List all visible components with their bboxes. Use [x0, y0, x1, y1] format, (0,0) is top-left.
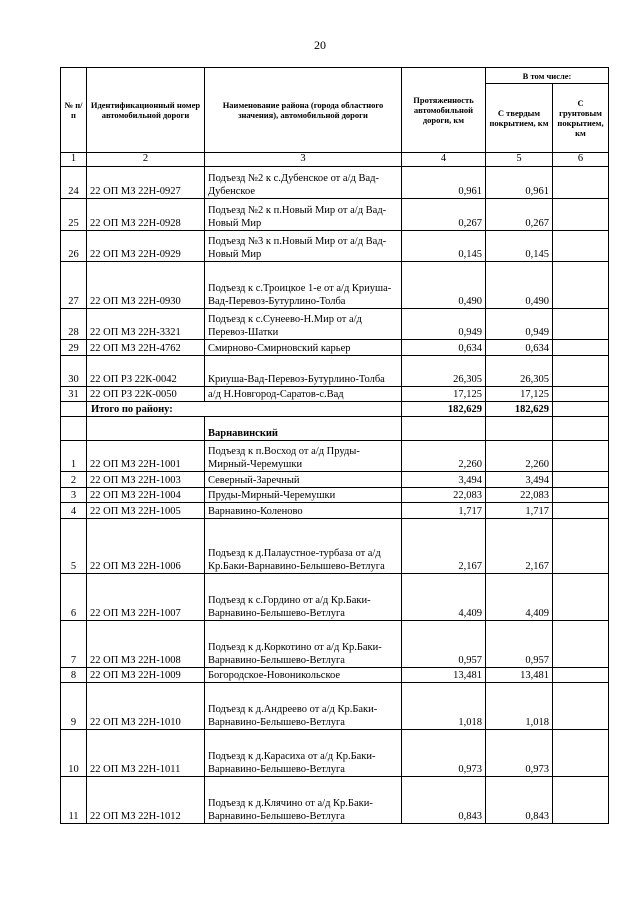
road-name: Подъезд к с.Троицкое 1-е от а/д Криуша-Вад-Перевоз-Бутурлино-Толба — [205, 262, 402, 309]
dirt-surface-length — [553, 668, 609, 683]
district-name: Варнавинский — [205, 417, 402, 441]
table-body — [61, 167, 609, 824]
dirt-surface-length — [553, 262, 609, 309]
road-length: 2,167 — [402, 519, 486, 574]
road-length: 1,717 — [402, 503, 486, 519]
road-name: Подъезд №2 к п.Новый Мир от а/д Вад- Новый Мир — [205, 199, 402, 231]
road-name: Богородское-Новоникольское — [205, 668, 402, 683]
road-id: 22 ОП МЗ 22Н-4762 — [87, 340, 205, 356]
header-group: В том числе: — [486, 68, 609, 84]
road-name: Подъезд к с.Сунеево-Н.Мир от а/д Перевоз-Шатки — [205, 309, 402, 340]
row-number: 26 — [61, 231, 87, 262]
road-length: 2,260 — [402, 441, 486, 472]
hard-surface-length: 1,717 — [486, 503, 553, 519]
dirt-surface-length — [553, 574, 609, 621]
total-hard: 182,629 — [486, 402, 553, 417]
header-hard: С твердым покрытием, км — [486, 84, 553, 153]
row-number: 25 — [61, 199, 87, 231]
table-row — [61, 488, 609, 503]
road-id: 22 ОП МЗ 22Н-1012 — [87, 777, 205, 824]
header-name: Наименование района (города областного значения), автомобильной дороги — [205, 68, 402, 153]
table-row — [61, 777, 609, 824]
road-name: Подъезд к д.Андреево от а/д Кр.Баки-Варнавино-Белышево-Ветлуга — [205, 683, 402, 730]
row-number: 9 — [61, 683, 87, 730]
road-name: Северный-Заречный — [205, 472, 402, 488]
road-length: 0,267 — [402, 199, 486, 231]
page-number: 20 — [314, 38, 326, 52]
hard-surface-length: 0,843 — [486, 777, 553, 824]
road-id: 22 ОП МЗ 22Н-1011 — [87, 730, 205, 777]
row-number: 7 — [61, 621, 87, 668]
dirt-surface-length — [553, 309, 609, 340]
table-row — [61, 441, 609, 472]
column-numbering-row — [61, 153, 609, 167]
road-name: Варнавино-Коленово — [205, 503, 402, 519]
dirt-surface-length — [553, 777, 609, 824]
row-number: 4 — [61, 503, 87, 519]
road-length: 4,409 — [402, 574, 486, 621]
dirt-surface-length — [553, 519, 609, 574]
row-number: 24 — [61, 167, 87, 199]
road-name: Подъезд №2 к с.Дубенское от а/д Вад-Дубенское — [205, 167, 402, 199]
dirt-surface-length — [553, 167, 609, 199]
road-id: 22 ОП МЗ 22Н-1006 — [87, 519, 205, 574]
table-row — [61, 683, 609, 730]
road-length: 0,634 — [402, 340, 486, 356]
table-row — [61, 472, 609, 488]
column-number: 1 — [61, 153, 87, 167]
table-row — [61, 309, 609, 340]
road-id: 22 ОП МЗ 22Н-1003 — [87, 472, 205, 488]
table-row — [61, 167, 609, 199]
table-row — [61, 730, 609, 777]
table-row — [61, 503, 609, 519]
hard-surface-length: 26,305 — [486, 356, 553, 387]
dirt-surface-length — [553, 730, 609, 777]
table-row — [61, 231, 609, 262]
row-number: 3 — [61, 488, 87, 503]
header-dirt: С грунтовым покрытием, км — [553, 84, 609, 153]
row-number: 28 — [61, 309, 87, 340]
total-label: Итого по району: — [87, 402, 402, 417]
dirt-surface-length — [553, 621, 609, 668]
road-length: 17,125 — [402, 387, 486, 402]
road-id: 22 ОП РЗ 22К-0042 — [87, 356, 205, 387]
hard-surface-length: 0,949 — [486, 309, 553, 340]
road-name: а/д Н.Новгород-Саратов-с.Вад — [205, 387, 402, 402]
row-number: 30 — [61, 356, 87, 387]
road-length: 0,973 — [402, 730, 486, 777]
dirt-surface-length — [553, 488, 609, 503]
table-row — [61, 262, 609, 309]
row-number: 2 — [61, 472, 87, 488]
district-heading-row — [61, 417, 609, 441]
road-length: 22,083 — [402, 488, 486, 503]
row-number: 31 — [61, 387, 87, 402]
road-name: Подъезд к п.Восход от а/д Пруды-Мирный-Черемушки — [205, 441, 402, 472]
road-id: 22 ОП РЗ 22К-0050 — [87, 387, 205, 402]
road-name: Криуша-Вад-Перевоз-Бутурлино-Толба — [205, 356, 402, 387]
road-id: 22 ОП МЗ 22Н-0928 — [87, 199, 205, 231]
road-id: 22 ОП МЗ 22Н-1010 — [87, 683, 205, 730]
hard-surface-length: 0,267 — [486, 199, 553, 231]
road-id: 22 ОП МЗ 22Н-1005 — [87, 503, 205, 519]
dirt-surface-length — [553, 472, 609, 488]
hard-surface-length: 0,490 — [486, 262, 553, 309]
hard-surface-length: 4,409 — [486, 574, 553, 621]
hard-surface-length: 17,125 — [486, 387, 553, 402]
row-number: 29 — [61, 340, 87, 356]
dirt-surface-length — [553, 387, 609, 402]
roads-table — [60, 67, 609, 824]
hard-surface-length: 1,018 — [486, 683, 553, 730]
road-length: 0,145 — [402, 231, 486, 262]
header-id: Идентификационный номер автомобильной дороги — [87, 68, 205, 153]
road-id: 22 ОП МЗ 22Н-1008 — [87, 621, 205, 668]
column-number: 3 — [205, 153, 402, 167]
road-id: 22 ОП МЗ 22Н-1009 — [87, 668, 205, 683]
header-num: № п/п — [61, 68, 87, 153]
row-number: 8 — [61, 668, 87, 683]
road-id: 22 ОП МЗ 22Н-1007 — [87, 574, 205, 621]
road-length: 0,957 — [402, 621, 486, 668]
hard-surface-length: 2,167 — [486, 519, 553, 574]
road-name: Пруды-Мирный-Черемушки — [205, 488, 402, 503]
row-number: 1 — [61, 441, 87, 472]
dirt-surface-length — [553, 340, 609, 356]
hard-surface-length: 0,145 — [486, 231, 553, 262]
hard-surface-length: 0,957 — [486, 621, 553, 668]
dirt-surface-length — [553, 199, 609, 231]
road-length: 13,481 — [402, 668, 486, 683]
road-name: Подъезд к д.Палаустное-турбаза от а/д Кр.Баки-Варнавино-Белышево-Ветлуга — [205, 519, 402, 574]
road-name: Подъезд к д.Клячино от а/д Кр.Баки-Варнавино-Белышево-Ветлуга — [205, 777, 402, 824]
table-row — [61, 340, 609, 356]
table-row — [61, 574, 609, 621]
table-header — [61, 68, 609, 167]
hard-surface-length: 3,494 — [486, 472, 553, 488]
dirt-surface-length — [553, 231, 609, 262]
dirt-surface-length — [553, 356, 609, 387]
column-number: 6 — [553, 153, 609, 167]
road-length: 3,494 — [402, 472, 486, 488]
road-name: Подъезд к д.Карасиха от а/д Кр.Баки-Варнавино-Белышево-Ветлуга — [205, 730, 402, 777]
road-name: Подъезд к с.Гордино от а/д Кр.Баки-Варнавино-Белышево-Ветлуга — [205, 574, 402, 621]
row-number: 27 — [61, 262, 87, 309]
hard-surface-length: 0,961 — [486, 167, 553, 199]
row-number: 6 — [61, 574, 87, 621]
road-length: 0,949 — [402, 309, 486, 340]
table-row — [61, 356, 609, 387]
hard-surface-length: 0,634 — [486, 340, 553, 356]
road-length: 0,490 — [402, 262, 486, 309]
road-length: 0,843 — [402, 777, 486, 824]
road-length: 0,961 — [402, 167, 486, 199]
dirt-surface-length — [553, 683, 609, 730]
road-id: 22 ОП МЗ 22Н-0929 — [87, 231, 205, 262]
road-id: 22 ОП МЗ 22Н-1001 — [87, 441, 205, 472]
column-number: 4 — [402, 153, 486, 167]
road-id: 22 ОП МЗ 22Н-1004 — [87, 488, 205, 503]
dirt-surface-length — [553, 441, 609, 472]
hard-surface-length: 13,481 — [486, 668, 553, 683]
hard-surface-length: 0,973 — [486, 730, 553, 777]
table-row — [61, 387, 609, 402]
road-id: 22 ОП МЗ 22Н-0927 — [87, 167, 205, 199]
table-row — [61, 519, 609, 574]
road-name: Подъезд к д.Коркотино от а/д Кр.Баки-Варнавино-Белышево-Ветлуга — [205, 621, 402, 668]
table-row — [61, 199, 609, 231]
table-row — [61, 668, 609, 683]
road-name: Смирново-Смирновский карьер — [205, 340, 402, 356]
column-number: 5 — [486, 153, 553, 167]
road-id: 22 ОП МЗ 22Н-0930 — [87, 262, 205, 309]
hard-surface-length: 2,260 — [486, 441, 553, 472]
road-name: Подъезд №3 к п.Новый Мир от а/д Вад-Новый Мир — [205, 231, 402, 262]
row-number: 10 — [61, 730, 87, 777]
column-number: 2 — [87, 153, 205, 167]
dirt-surface-length — [553, 503, 609, 519]
table-row — [61, 621, 609, 668]
district-total-row — [61, 402, 609, 417]
row-number: 5 — [61, 519, 87, 574]
total-length: 182,629 — [402, 402, 486, 417]
road-length: 26,305 — [402, 356, 486, 387]
row-number: 11 — [61, 777, 87, 824]
header-length: Протяженность автомобильной дороги, км — [402, 68, 486, 153]
hard-surface-length: 22,083 — [486, 488, 553, 503]
road-id: 22 ОП МЗ 22Н-3321 — [87, 309, 205, 340]
road-length: 1,018 — [402, 683, 486, 730]
